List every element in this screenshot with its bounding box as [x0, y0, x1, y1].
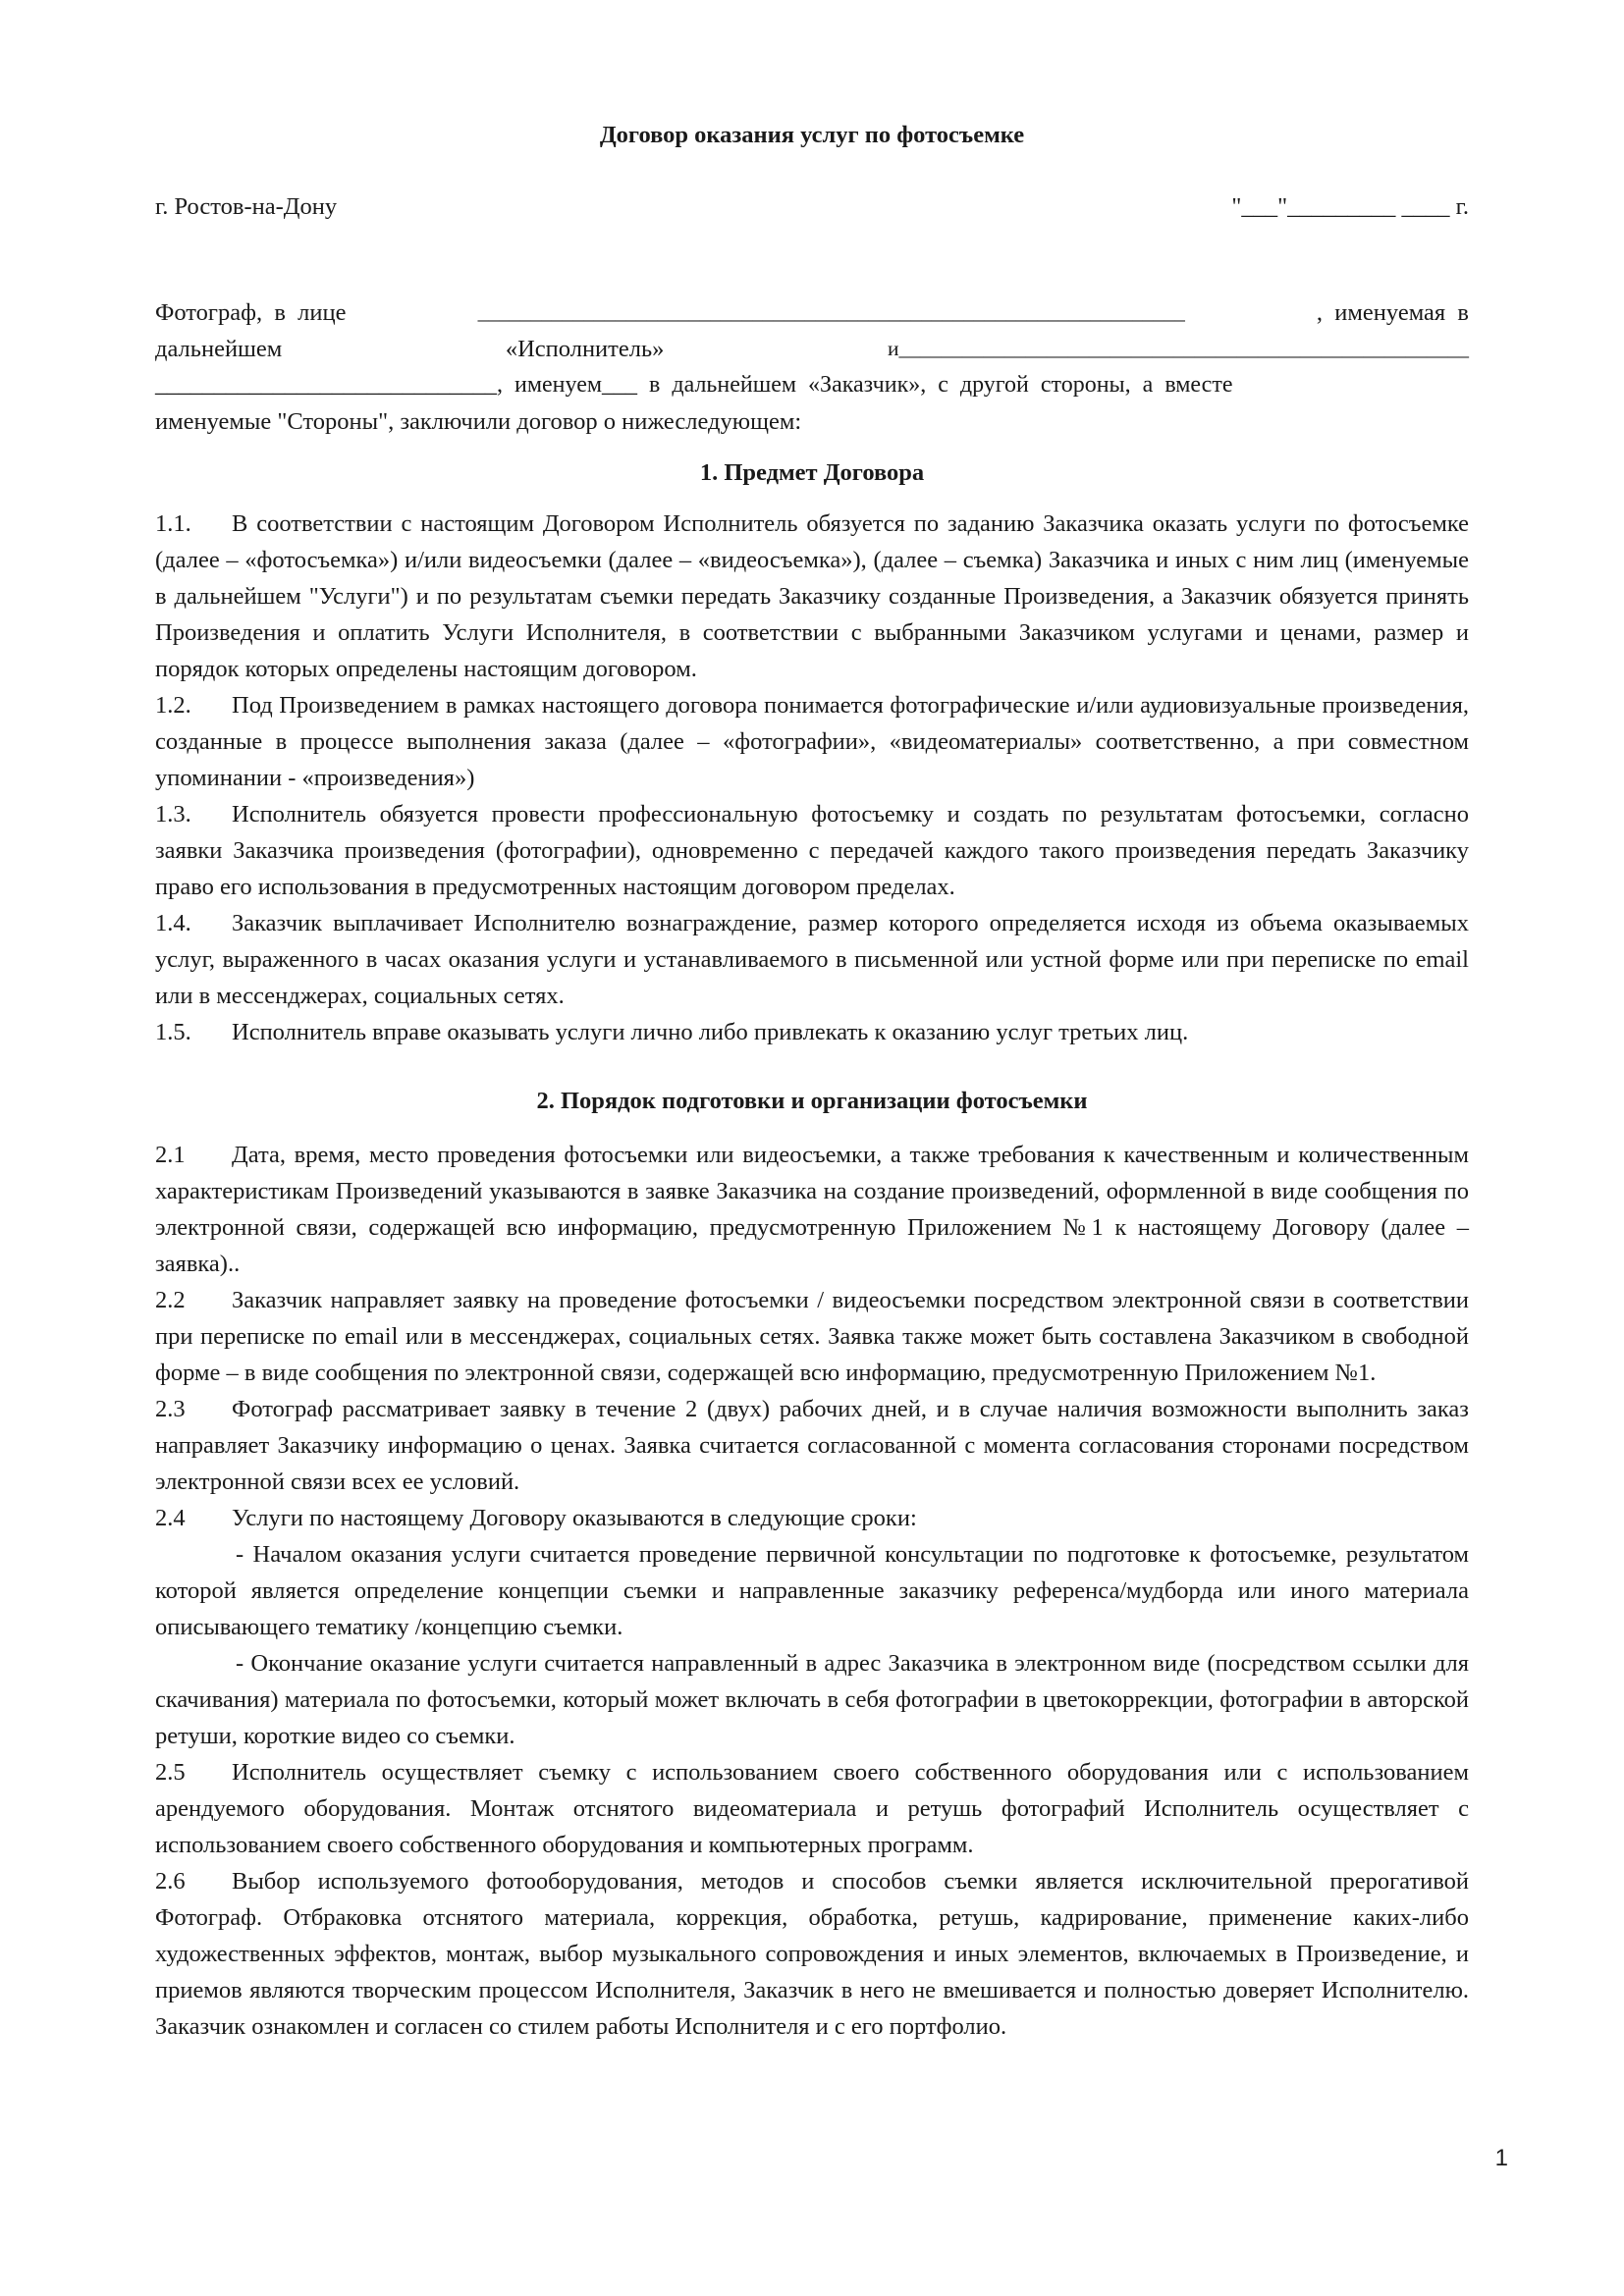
section2-items [155, 1137, 1469, 2045]
clause-2-4: 2.4 Услуги по настоящему Договору оказываются в следующие сроки: [155, 1505, 917, 1531]
parties-line1-left: Фотограф, в лице [155, 299, 347, 326]
clause-2-3: 2.3 Фотограф рассматривает заявку в течение 2 (двух) рабочих дней, и в случае наличия возможности выполнить заказ направляет Заказчику информацию о ценах. Заявка считается согласованной с момента согласования сторонами посредством электронной связи всех ее условий. [155, 1396, 1469, 1495]
parties-line3: _____________________________, именуем___ в дальнейшем «Заказчик», с другой стороны, а вместе [155, 372, 1233, 398]
city-date-line [155, 188, 1469, 225]
parties-line1-blank: ___________________________________________________________________ [477, 300, 1185, 324]
parties-block [155, 294, 1469, 440]
clause-1-4: 1.4. Заказчик выплачивает Исполнителю вознаграждение, размер которого определяется исходя из объема оказываемых услуг, выраженного в часах оказания услуги и устанавливаемого в письменной или устной форме или при переписке по email или в мессенджерах, социальных сетях. [155, 910, 1469, 1009]
clause-2-4-end: - Окончание оказание услуги считается направленный в адрес Заказчика в электронном виде (посредством ссылки для скачивания) материала по фотосъемки, который может включать в себя фотографии в цветокоррекции, фотографии в авторской ретуши, короткие видео со съемки. [155, 1650, 1469, 1749]
clause-2-5: 2.5 Исполнитель осуществляет съемку с использованием своего собственного оборудования или с использованием арендуемого оборудования. Монтаж отснятого видеоматериала и ретушь фотографий Исполнитель осуществляет с использованием своего собственного оборудования и компьютерных программ. [155, 1759, 1469, 1858]
document-body [155, 294, 1469, 2045]
clause-2-1: 2.1 Дата, время, место проведения фотосъемки или видеосъемки, а также требования к качественным и количественным характеристикам Произведений указываются в заявке Заказчика на создание произведений, оформленной в виде сообщения по электронной связи, содержащей всю информацию, предусмотренную Приложением №1 к настоящему Договору (далее – заявка).. [155, 1142, 1469, 1277]
clause-2-6: 2.6 Выбор используемого фотооборудования, методов и способов съемки является исключительной прерогативой Фотограф. Отбраковка отснятого материала, коррекция, обработка, ретушь, кадрирование, применение каких-либо художественных эффектов, монтаж, выбор музыкального сопровождения и иных элементов, включаемых в Произведение, и приемов являются творческим процессом Исполнителя, Заказчик в него не вмешивается и полностью доверяет Исполнителю. Заказчик ознакомлен и согласен со стилем работы Исполнителя и с его портфолио. [155, 1868, 1469, 2040]
parties-line2-left: дальнейшем [155, 336, 283, 362]
clause-1-1: 1.1. В соответствии с настоящим Договором Исполнитель обязуется по заданию Заказчика оказать услуги по фотосъемке (далее – «фотосъемка») и/или видеосъемки (далее – «видеосъемка»), (далее – съемка) Заказчика и иных с ним лиц (именуемые в дальнейшем "Услуги") и по результатам съемки передать Заказчику созданные Произведения, а Заказчик обязуется принять Произведения и оплатить Услуги Исполнителя, в соответствии с выбранными Заказчиком услугами и ценами, размер и порядок которых определены настоящим договором. [155, 510, 1469, 682]
section1-heading: 1. Предмет Договора [699, 459, 925, 486]
date-placeholder: "___"_________ ____ г. [1231, 193, 1469, 220]
clause-1-2: 1.2. Под Произведением в рамках настоящего договора понимается фотографические и/или аудиовизуальные произведения, созданные в процессе выполнения заказа (далее – «фотографии», «видеоматериалы» соответственно, а при совместном упоминании - «произведения») [155, 692, 1469, 791]
clause-1-3: 1.3. Исполнитель обязуется провести профессиональную фотосъемку и создать по результатам фотосъемки, согласно заявки Заказчика произведения (фотографии), одновременно с передачей каждого такого произведения передать Заказчику право его использования в предусмотренных настоящим договором пределах. [155, 801, 1469, 900]
parties-line2-mid: «Исполнитель» [505, 336, 665, 362]
clause-2-2: 2.2 Заказчик направляет заявку на проведение фотосъемки / видеосъемки посредством электронной связи в соответствии при переписке по email или в мессенджерах, социальных сетях. Заявка также может быть составлена Заказчиком в свободной форме – в виде сообщения по электронной связи, содержащей всю информацию, предусмотренную Приложением №1. [155, 1287, 1469, 1386]
document-title: Договор оказания услуг по фотосъемке [599, 122, 1025, 148]
parties-line2-right: и______________________________________________________ [887, 337, 1469, 360]
parties-line4: именуемые "Стороны", заключили договор о нижеследующем: [155, 408, 802, 435]
section1-items [155, 506, 1469, 1050]
clause-2-4-start: - Началом оказания услуги считается проведение первичной консультации по подготовке к фотосъемке, результатом которой является определение концепции съемки и направленные заказчику референса/мудборда или иного материала описывающего тематику /концепцию съемки. [155, 1541, 1469, 1640]
section2-heading: 2. Порядок подготовки и организации фотосъемки [536, 1088, 1088, 1114]
parties-line1-right: , именуемая в [1316, 299, 1469, 326]
page-number: 1 [1494, 2145, 1508, 2171]
clause-1-5: 1.5. Исполнитель вправе оказывать услуги лично либо привлекать к оказанию услуг третьих лиц. [155, 1019, 1189, 1045]
city: г. Ростов-на-Дону [155, 193, 338, 220]
